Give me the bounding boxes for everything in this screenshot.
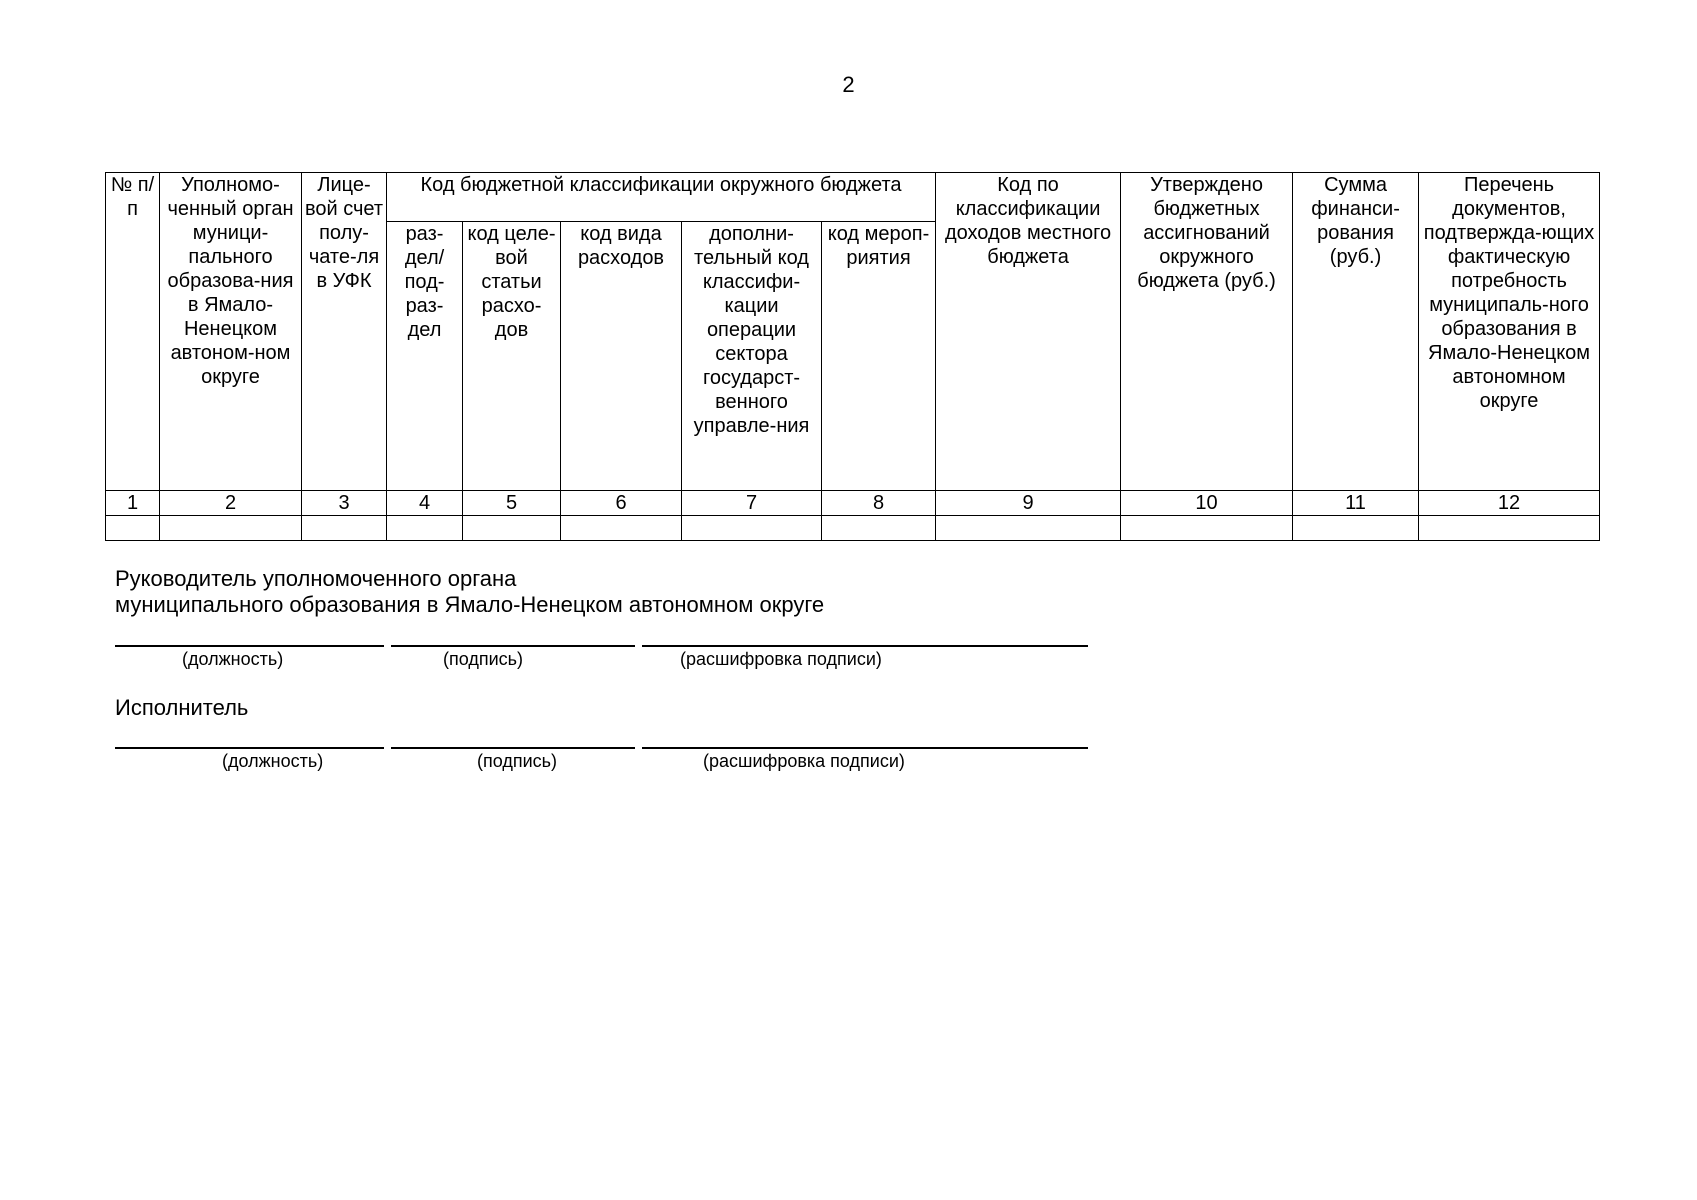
column-number: 5 bbox=[463, 491, 561, 516]
table-cell bbox=[302, 516, 387, 541]
executor-title: Исполнитель bbox=[115, 695, 249, 720]
executor-caption-name: (расшифровка подписи) bbox=[703, 751, 905, 771]
table-cell bbox=[1121, 516, 1293, 541]
column-number: 9 bbox=[936, 491, 1121, 516]
column-number: 6 bbox=[561, 491, 682, 516]
column-number: 8 bbox=[822, 491, 936, 516]
column-number-row bbox=[106, 491, 1600, 516]
head-caption-name: (расшифровка подписи) bbox=[680, 649, 882, 669]
head-title-line2: муниципального образования в Ямало-Ненецком автономном округе bbox=[115, 592, 825, 617]
executor-name-line bbox=[642, 747, 1088, 749]
table-cell bbox=[1419, 516, 1600, 541]
head-caption-signature: (подпись) bbox=[443, 649, 524, 669]
header-target-article-code: код целе-вой статьи расхо-дов bbox=[463, 222, 561, 491]
column-number: 1 bbox=[106, 491, 160, 516]
executor-caption-position: (должность) bbox=[222, 751, 324, 771]
table-cell bbox=[561, 516, 682, 541]
table-cell bbox=[936, 516, 1121, 541]
table-cell bbox=[160, 516, 302, 541]
header-authorized-body: Уполномо-ченный орган муници-пального образова-ния в Ямало-Ненецком автоном-ном округе bbox=[160, 173, 302, 491]
column-number: 7 bbox=[682, 491, 822, 516]
column-number: 4 bbox=[387, 491, 463, 516]
header-budget-classification-group: Код бюджетной классификации окружного бюджета bbox=[387, 173, 936, 222]
table-cell bbox=[387, 516, 463, 541]
executor-signature-line bbox=[391, 747, 635, 749]
column-number: 12 bbox=[1419, 491, 1600, 516]
position-signature-line bbox=[115, 645, 384, 647]
header-expense-type-code: код вида расходов bbox=[561, 222, 682, 491]
header-financing-amount: Сумма финанси-рования (руб.) bbox=[1293, 173, 1419, 491]
column-number: 11 bbox=[1293, 491, 1419, 516]
table-row bbox=[106, 516, 1600, 541]
header-approved-allocations: Утверждено бюджетных ассигнований окружного бюджета (руб.) bbox=[1121, 173, 1293, 491]
table-header-row bbox=[106, 173, 1600, 222]
table-cell bbox=[1293, 516, 1419, 541]
header-row-number: № п/п bbox=[106, 173, 160, 491]
table-cell bbox=[682, 516, 822, 541]
budget-classification-table bbox=[105, 172, 1600, 541]
executor-caption-signature: (подпись) bbox=[477, 751, 558, 771]
header-personal-account: Лице-вой счет полу-чате-ля в УФК bbox=[302, 173, 387, 491]
signature-line bbox=[391, 645, 635, 647]
name-signature-line bbox=[642, 645, 1088, 647]
header-revenue-classification-code: Код по классификации доходов местного бюджета bbox=[936, 173, 1121, 491]
head-caption-position: (должность) bbox=[182, 649, 284, 669]
header-activity-code: код мероп-риятия bbox=[822, 222, 936, 491]
column-number: 2 bbox=[160, 491, 302, 516]
head-title-line1: Руководитель уполномоченного органа bbox=[115, 566, 517, 591]
header-section-subsection: раз-дел/ под-раз-дел bbox=[387, 222, 463, 491]
table-cell bbox=[106, 516, 160, 541]
column-number: 10 bbox=[1121, 491, 1293, 516]
table-cell bbox=[463, 516, 561, 541]
table-cell bbox=[822, 516, 936, 541]
page-number: 2 bbox=[842, 72, 855, 97]
head-signature-block bbox=[115, 566, 1115, 618]
executor-position-line bbox=[115, 747, 384, 749]
column-number: 3 bbox=[302, 491, 387, 516]
header-additional-operation-code: дополни-тельный код классифи-кации операции сектора государст-венного управле-ния bbox=[682, 222, 822, 491]
header-documents-list: Перечень документов, подтвержда-ющих фактическую потребность муниципаль-ного образования в Ямало-Ненецком автономном округе bbox=[1419, 173, 1600, 491]
